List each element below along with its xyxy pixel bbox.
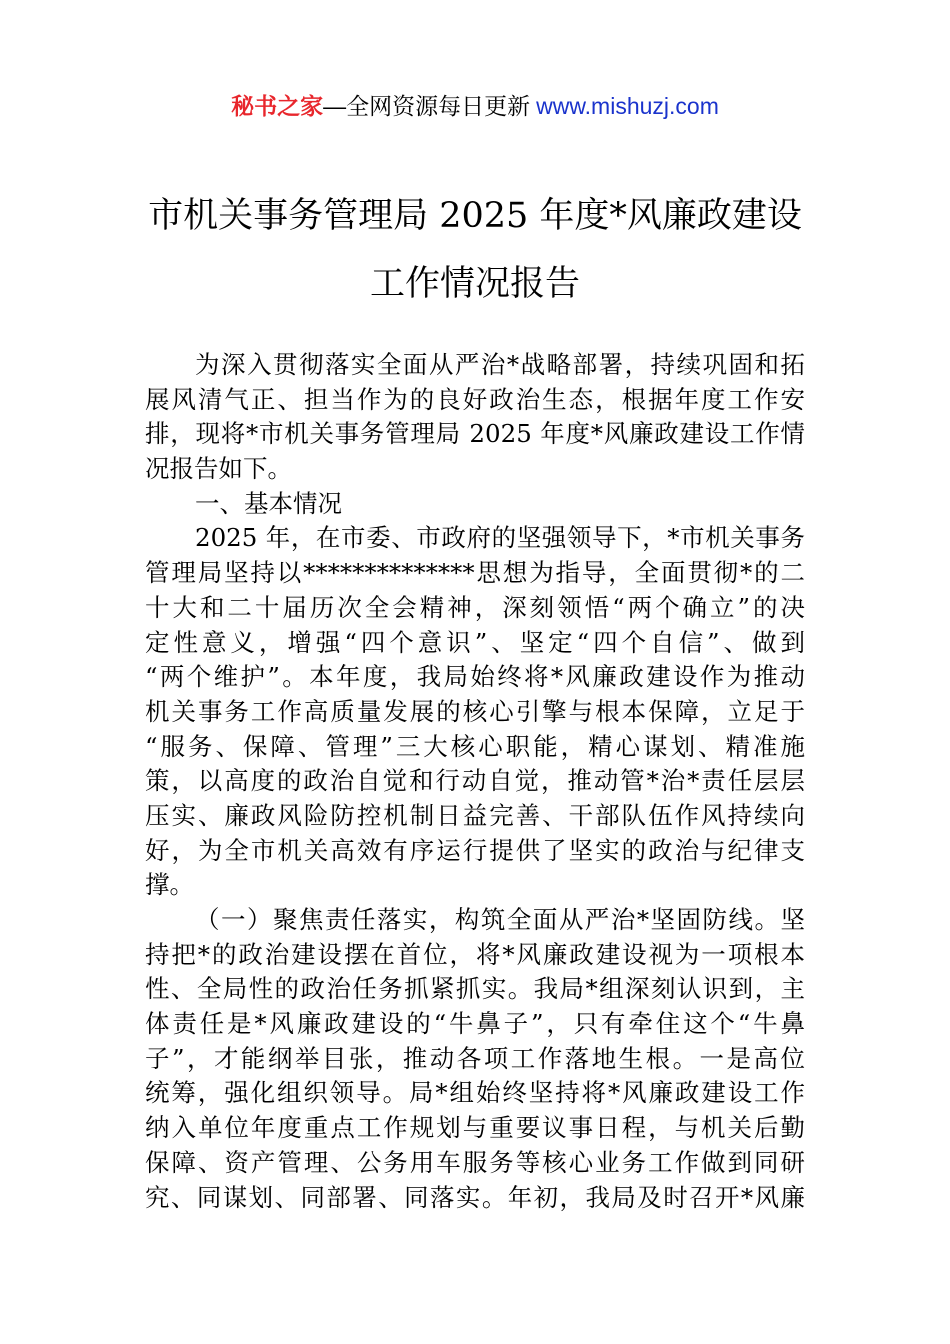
text-line: 体责任是*风廉政建设的“牛鼻子”，只有牵住这个“牛鼻 (145, 1009, 805, 1039)
banner-url-link[interactable]: www.mishuzj.com (536, 93, 719, 119)
text-line: 压实、廉政风险防控机制日益完善、干部队伍作风持续向 (145, 800, 805, 830)
text-line: 十大和二十届历次全会精神，深刻领悟“两个确立”的决 (145, 592, 805, 622)
text-line: “服务、保障、管理”三大核心职能，精心谋划、精准施 (145, 731, 805, 761)
text-line: “两个维护”。本年度，我局始终将*风廉政建设作为推动 (145, 662, 805, 692)
text-line: 一、基本情况 (195, 488, 342, 518)
text-line: 定性意义，增强“四个意识”、坚定“四个自信”、做到 (145, 627, 805, 657)
text-line: 展风清气正、担当作为的良好政治生态，根据年度工作安 (145, 384, 805, 414)
text-line: 保障、资产管理、公务用车服务等核心业务工作做到同研 (145, 1147, 805, 1177)
text-line: 性、全局性的政治任务抓紧抓实。我局*组深刻认识到，主 (145, 974, 805, 1004)
site-banner (0, 88, 950, 121)
text-line: 况报告如下。 (145, 454, 292, 484)
text-line: 纳入单位年度重点工作规划与重要议事日程，与机关后勤 (145, 1113, 805, 1143)
banner-brand: 秘书之家 (231, 93, 324, 119)
text-line: 机关事务工作高质量发展的核心引擎与根本保障，立足于 (145, 696, 805, 726)
text-line: 持把*的政治建设摆在首位，将*风廉政建设视为一项根本 (145, 939, 805, 969)
text-line: 究、同谋划、同部署、同落实。年初，我局及时召开*风廉 (145, 1182, 805, 1212)
text-line: 撑。 (145, 870, 194, 900)
text-line: （一）聚焦责任落实，构筑全面从严治*坚固防线。坚 (195, 905, 805, 934)
document-body (145, 348, 805, 1215)
text-line: 策，以高度的政治自觉和行动自觉，推动管*治*责任层层 (145, 766, 805, 796)
text-line: 排，现将*市机关事务管理局 2025 年度*风廉政建设工作情 (145, 419, 805, 449)
document-title-line-2: 工作情况报告 (369, 264, 580, 304)
text-line: 好，为全市机关高效有序运行提供了坚实的政治与纪律支 (145, 835, 805, 865)
text-line: 子”，才能纲举目张，推动各项工作落地生根。一是高位 (145, 1043, 805, 1073)
banner-tagline: —全网资源每日更新 (323, 93, 531, 119)
text-line: 管理局坚持以**************思想为指导，全面贯彻*的二 (145, 558, 805, 588)
text-line: 为深入贯彻落实全面从严治*战略部署，持续巩固和拓 (195, 350, 805, 379)
text-line: 2025 年，在市委、市政府的坚强领导下，*市机关事务 (195, 523, 805, 553)
text-line: 统筹，强化组织领导。局*组始终坚持将*风廉政建设工作 (145, 1078, 805, 1108)
document-title-line-1: 市机关事务管理局 2025 年度*风廉政建设 (148, 196, 802, 236)
